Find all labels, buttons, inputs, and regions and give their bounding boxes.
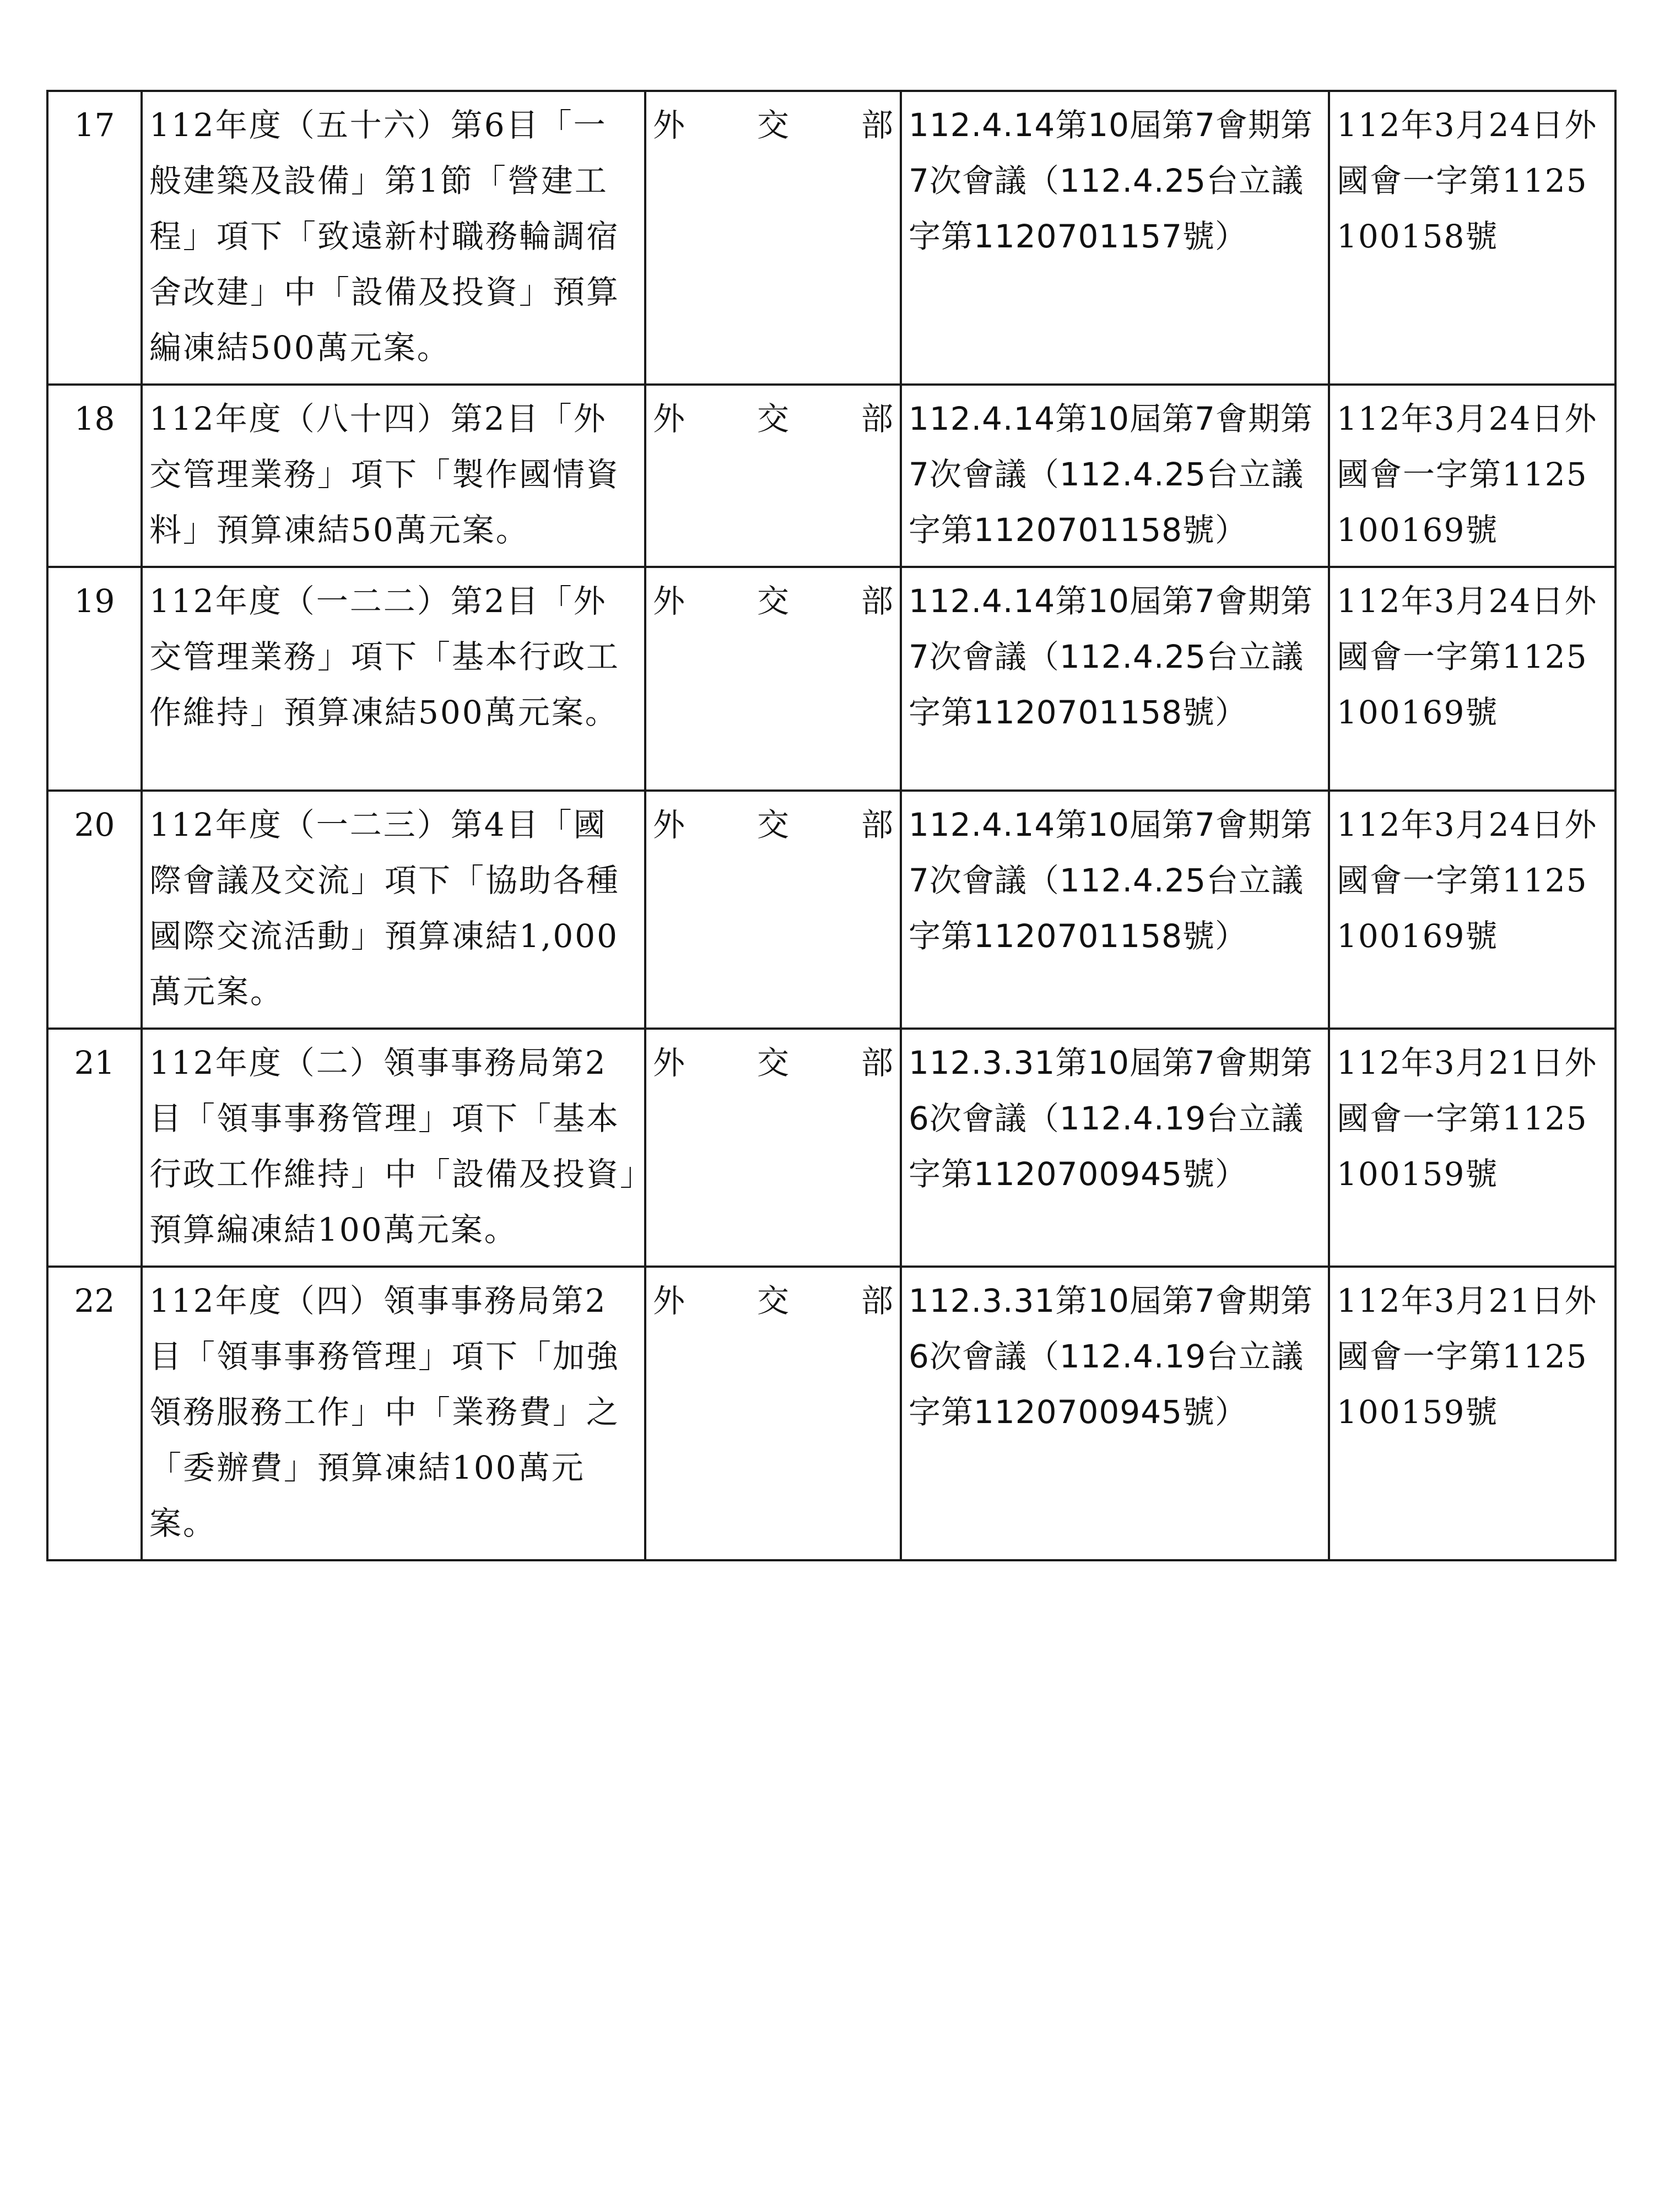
table-row: [47, 91, 1615, 385]
meeting-reference: 112.4.14第10屆第7會期第7次會議（112.4.25台立議字第1120701158號）: [901, 791, 1329, 1029]
case-description: 112年度（五十六）第6目「一般建築及設備」第1節「營建工程」項下「致遠新村職務輪調宿舍改建」中「設備及投資」預算編凍結500萬元案。: [142, 91, 645, 385]
agency-cell: [645, 91, 901, 385]
agency-char: 外: [653, 1044, 685, 1081]
case-description: 112年度（四）領事事務局第2目「領事事務管理」項下「加強領務服務工作」中「業務費」之「委辦費」預算凍結100萬元案。: [142, 1267, 645, 1560]
agency-cell: [645, 791, 901, 1029]
agency-char: 外: [653, 582, 685, 620]
agency-char: 外: [653, 106, 685, 144]
meeting-reference: 112.4.14第10屆第7會期第7次會議（112.4.25台立議字第1120701158號）: [901, 385, 1329, 567]
document-reference: 112年3月24日外國會一字第1125100169號: [1329, 791, 1615, 1029]
agency-char: 外: [653, 1282, 685, 1319]
table-row: [47, 1267, 1615, 1560]
document-reference: 112年3月24日外國會一字第1125100169號: [1329, 567, 1615, 791]
budget-freeze-table: [46, 90, 1617, 1561]
document-reference: 112年3月24日外國會一字第1125100158號: [1329, 91, 1615, 385]
agency-cell: [645, 385, 901, 567]
agency-cell: [645, 1029, 901, 1267]
agency-cell: [645, 1267, 901, 1560]
agency-char: 交: [756, 1044, 789, 1081]
agency-char: 交: [756, 582, 789, 620]
agency-char: 交: [756, 400, 789, 437]
table-row: [47, 1029, 1615, 1267]
document-reference: 112年3月21日外國會一字第1125100159號: [1329, 1029, 1615, 1267]
case-description: 112年度（一二三）第4目「國際會議及交流」項下「協助各種國際交流活動」預算凍結1,000萬元案。: [142, 791, 645, 1029]
case-description: 112年度（二）領事事務局第2目「領事事務管理」項下「基本行政工作維持」中「設備及投資」預算編凍結100萬元案。: [142, 1029, 645, 1267]
table-row: [47, 385, 1615, 567]
agency-char: 部: [861, 806, 893, 843]
case-description: 112年度（一二二）第2目「外交管理業務」項下「基本行政工作維持」預算凍結500萬元案。: [142, 567, 645, 791]
case-description: 112年度（八十四）第2目「外交管理業務」項下「製作國情資料」預算凍結50萬元案。: [142, 385, 645, 567]
document-reference: 112年3月24日外國會一字第1125100169號: [1329, 385, 1615, 567]
agency-cell: [645, 567, 901, 791]
agency-char: 外: [653, 400, 685, 437]
meeting-reference: 112.4.14第10屆第7會期第7次會議（112.4.25台立議字第1120701157號）: [901, 91, 1329, 385]
meeting-reference: 112.4.14第10屆第7會期第7次會議（112.4.25台立議字第1120701158號）: [901, 567, 1329, 791]
row-number: 18: [47, 385, 142, 567]
row-number: 21: [47, 1029, 142, 1267]
agency-char: 部: [861, 106, 893, 144]
agency-char: 外: [653, 806, 685, 843]
row-number: 22: [47, 1267, 142, 1560]
meeting-reference: 112.3.31第10屆第7會期第6次會議（112.4.19台立議字第1120700945號）: [901, 1267, 1329, 1560]
table-row: [47, 791, 1615, 1029]
agency-char: 部: [861, 1282, 893, 1319]
agency-char: 部: [861, 582, 893, 620]
row-number: 20: [47, 791, 142, 1029]
document-reference: 112年3月21日外國會一字第1125100159號: [1329, 1267, 1615, 1560]
row-number: 17: [47, 91, 142, 385]
agency-char: 交: [756, 106, 789, 144]
meeting-reference: 112.3.31第10屆第7會期第6次會議（112.4.19台立議字第1120700945號）: [901, 1029, 1329, 1267]
agency-char: 交: [756, 1282, 789, 1319]
agency-char: 部: [861, 400, 893, 437]
table-row: [47, 567, 1615, 791]
agency-char: 交: [756, 806, 789, 843]
agency-char: 部: [861, 1044, 893, 1081]
row-number: 19: [47, 567, 142, 791]
